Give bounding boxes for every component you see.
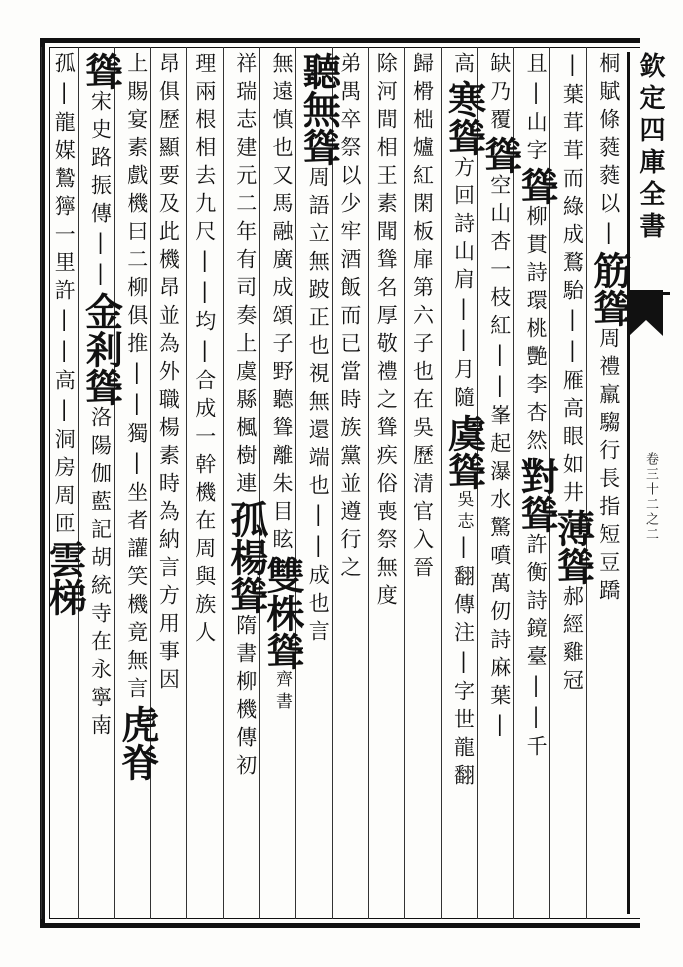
annotation-text: 獨 bbox=[124, 422, 149, 450]
headword-char: 無 bbox=[296, 90, 342, 128]
annotation-text: 歸榾柮爐紅閑板扉 bbox=[410, 52, 435, 276]
annotation-text: 隨 bbox=[451, 386, 476, 414]
text-column bbox=[368, 52, 404, 914]
annotation-text: | bbox=[524, 673, 549, 704]
annotation-text: 山字 bbox=[524, 111, 549, 167]
annotation-text: | bbox=[560, 338, 585, 369]
annotation-text: 機在周與族人 bbox=[192, 481, 217, 649]
annotation-text: 隋書柳機傳初 bbox=[233, 614, 258, 782]
annotation-text: 無遠慎也又馬融廣成頌子野聽聳離朱目眩 bbox=[270, 52, 294, 556]
fish-tail-mark-icon bbox=[629, 290, 663, 336]
annotation-text: 合成一幹 bbox=[192, 369, 217, 481]
annotation-text: 字世龍翻 bbox=[451, 680, 476, 792]
annotation-text: | bbox=[124, 450, 149, 481]
headword-char: 對 bbox=[514, 457, 560, 495]
annotation-text: | bbox=[524, 80, 549, 111]
annotation-text: | bbox=[52, 307, 77, 338]
annotation-text: 洛陽伽藍記胡統寺在永寧南 bbox=[88, 406, 113, 742]
annotation-text: | bbox=[451, 296, 476, 327]
text-column bbox=[41, 52, 88, 914]
column-rule bbox=[441, 47, 442, 919]
book-title: 欽定四庫全書 bbox=[635, 52, 665, 244]
column-rule bbox=[404, 47, 405, 919]
annotation-text: | bbox=[52, 80, 77, 111]
headword-char: 孤 bbox=[223, 500, 269, 538]
annotation-text: 弟禺卒祭以少牢酒飯而已當時族黨並遵行之 bbox=[337, 52, 362, 584]
annotation-text: 除河間相王素聞聳名厚敬禮之聳疾俗喪祭無度 bbox=[374, 52, 399, 612]
headword-char: 脊 bbox=[114, 743, 160, 781]
annotation-text: 高 bbox=[52, 369, 77, 397]
headword-char: 聳 bbox=[78, 368, 124, 406]
annotation-text: 月 bbox=[451, 358, 476, 386]
annotation-text: 郝經雞冠 bbox=[560, 585, 585, 697]
annotation-text: | bbox=[451, 327, 476, 358]
annotation-text: 第六子也在吳歷清官入晉 bbox=[410, 276, 435, 584]
headword-char: 剎 bbox=[78, 330, 124, 368]
juan-label: 卷三十二之二 bbox=[643, 452, 658, 542]
annotation-text: | bbox=[524, 704, 549, 735]
annotation-text: 均 bbox=[192, 310, 217, 338]
annotation-text: 且 bbox=[524, 52, 549, 80]
headword-char: 薄 bbox=[550, 509, 596, 547]
annotation-text: 柳貫詩環桃艷李杏然 bbox=[524, 205, 549, 457]
annotation-text: | bbox=[124, 360, 149, 391]
headword-char: 梯 bbox=[42, 578, 88, 616]
annotation-text: 洞房周匝 bbox=[52, 428, 77, 540]
headword-char: 聳 bbox=[78, 52, 124, 90]
annotation-text: | bbox=[88, 230, 113, 261]
headword-char: 聳 bbox=[550, 547, 596, 585]
text-column bbox=[404, 52, 440, 914]
annotation-text: 齊書 bbox=[272, 670, 292, 714]
headword-char: 楊 bbox=[223, 538, 269, 576]
annotation-text: | bbox=[192, 338, 217, 369]
annotation-text: 方回詩山肩 bbox=[451, 156, 476, 296]
annotation-text: |葉茸茸而綠成 bbox=[560, 52, 585, 251]
annotation-text: 一里許 bbox=[52, 223, 77, 307]
text-column bbox=[441, 52, 487, 914]
annotation-text: | bbox=[124, 391, 149, 422]
headword-char: 聳 bbox=[514, 495, 560, 533]
annotation-text: 孤 bbox=[52, 52, 77, 80]
annotation-text: | bbox=[596, 220, 621, 251]
annotation-text: | bbox=[560, 307, 585, 338]
annotation-text: | bbox=[306, 502, 331, 533]
annotation-text: 千 bbox=[524, 735, 549, 763]
annotation-text: 雁高眼如井 bbox=[560, 369, 585, 509]
annotation-text: | bbox=[487, 712, 512, 743]
headword-char: 金 bbox=[78, 292, 124, 330]
annotation-text: 龍媒鷙獰 bbox=[52, 111, 77, 223]
book-title-box bbox=[630, 52, 670, 295]
annotation-text: | bbox=[306, 533, 331, 564]
annotation-text: 周禮羸騶行長指短豆蹻 bbox=[596, 327, 621, 607]
column-rule bbox=[186, 47, 187, 919]
annotation-text: 昂俱歷顯要及此機昂並為外職楊素時為納言方用事因 bbox=[156, 52, 181, 696]
text-column bbox=[223, 52, 269, 914]
annotation-text: 鶩駘 bbox=[560, 251, 585, 307]
headword-char: 株 bbox=[260, 594, 305, 632]
column-rule bbox=[41, 47, 42, 919]
annotation-text: | bbox=[52, 397, 77, 428]
annotation-text: | bbox=[52, 338, 77, 369]
annotation-text: 坐者讙笑機竟無言 bbox=[124, 481, 149, 705]
annotation-text: 吳志 bbox=[453, 490, 474, 534]
headword-char: 虎 bbox=[114, 705, 160, 743]
text-column bbox=[186, 52, 222, 914]
annotation-text: 高 bbox=[451, 52, 476, 80]
annotation-text: | bbox=[487, 342, 512, 373]
headword-char: 虞 bbox=[441, 414, 487, 452]
annotation-text: 許衡詩鏡臺 bbox=[524, 533, 549, 673]
annotation-text: 缺乃覆 bbox=[487, 52, 512, 136]
headword-char: 聳 bbox=[477, 136, 523, 174]
annotation-text: | bbox=[487, 373, 512, 404]
headword-char: 聳 bbox=[260, 632, 305, 670]
annotation-text: | bbox=[451, 534, 476, 565]
annotation-text: 理兩根相去九尺 bbox=[192, 52, 217, 248]
headword-char: 雲 bbox=[42, 540, 88, 578]
headword-char: 聳 bbox=[296, 128, 342, 166]
headword-char: 聳 bbox=[223, 576, 269, 614]
headword-char: 聳 bbox=[441, 118, 487, 156]
annotation-text: 成也言 bbox=[306, 564, 331, 648]
column-rule bbox=[368, 47, 369, 919]
annotation-text: 空山杏一枝紅 bbox=[487, 174, 512, 342]
headword-char: 筋 bbox=[586, 251, 632, 289]
headword-char: 聳 bbox=[586, 289, 632, 327]
headword-char: 聽 bbox=[296, 52, 342, 90]
annotation-text: 上賜宴素戲機曰二柳俱推 bbox=[124, 52, 149, 360]
annotation-text: 桐賦條蕤蕤以 bbox=[596, 52, 621, 220]
headword-char: 聳 bbox=[441, 452, 487, 490]
annotation-text: 周語立無跛正也視無還端也 bbox=[306, 166, 331, 502]
headword-char: 聳 bbox=[514, 167, 560, 205]
annotation-text: 宋史路振傳 bbox=[88, 90, 113, 230]
annotation-text: | bbox=[451, 649, 476, 680]
annotation-text: 祥瑞志建元二年有司奏上虞縣楓樹連 bbox=[233, 52, 258, 500]
annotation-text: | bbox=[88, 261, 113, 292]
annotation-text: | bbox=[192, 279, 217, 310]
annotation-text: 詩麻葉 bbox=[487, 628, 512, 712]
column-rule bbox=[223, 47, 224, 919]
annotation-text: 翻傳注 bbox=[451, 565, 476, 649]
annotation-text: 峯起瀑水驚噴萬仞 bbox=[487, 404, 512, 628]
headword-char: 寒 bbox=[441, 80, 487, 118]
fore-edge-margin bbox=[627, 52, 672, 914]
annotation-text: | bbox=[192, 248, 217, 279]
headword-char: 雙 bbox=[260, 556, 305, 594]
